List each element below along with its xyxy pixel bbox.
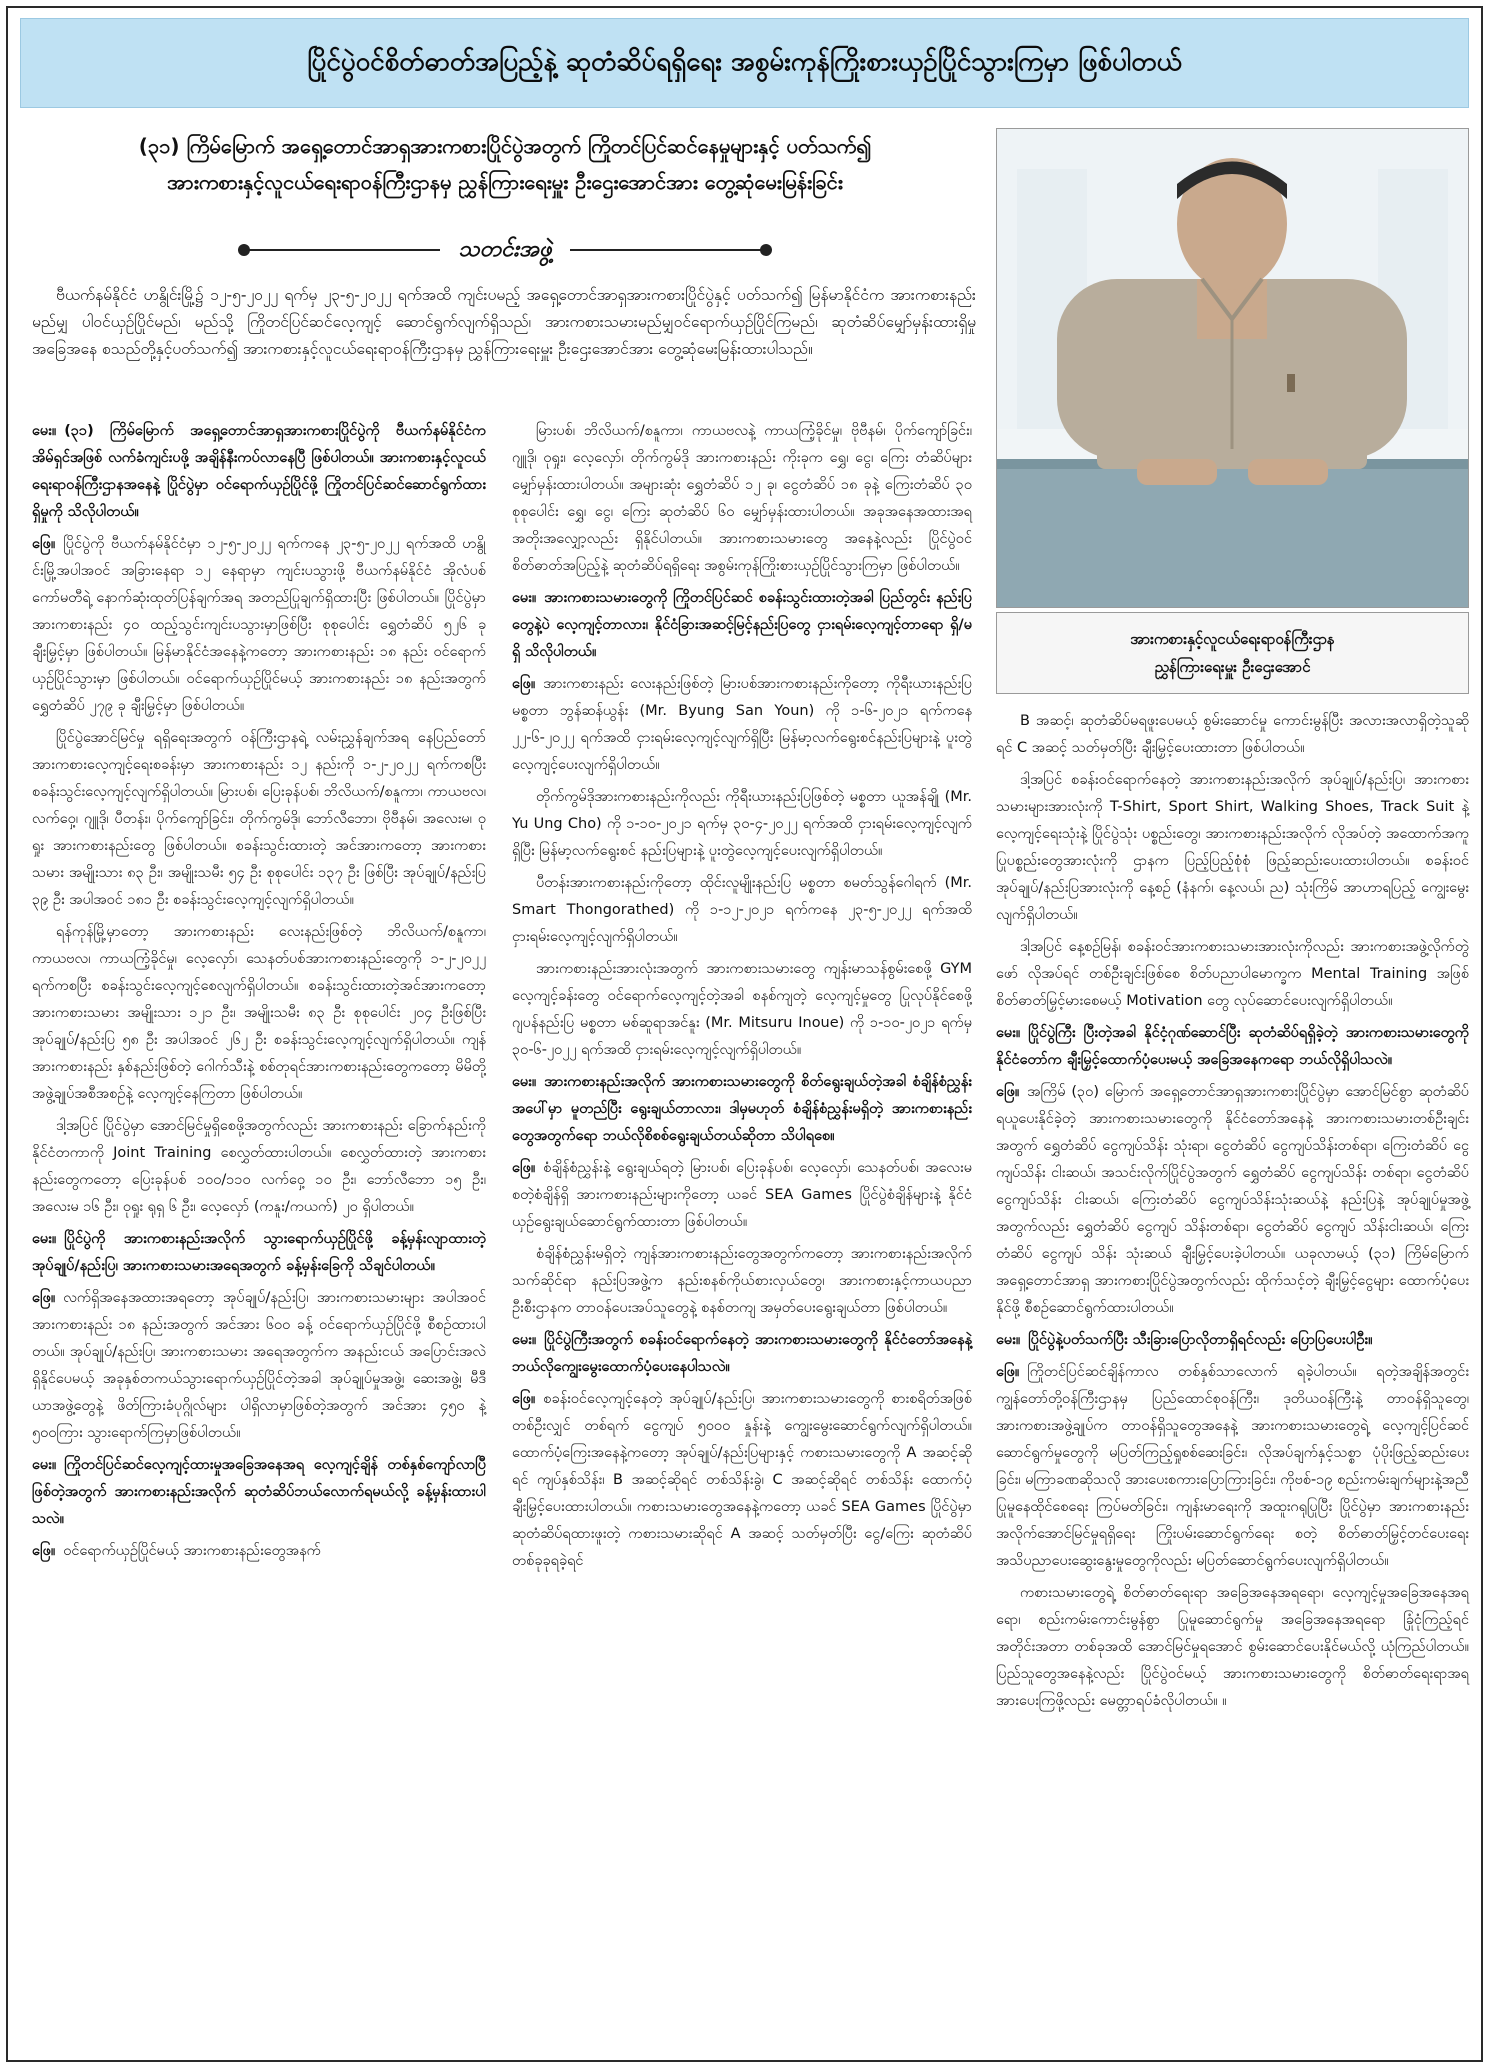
paragraph-text: ဒါ့အပြင် စခန်းဝင်ရောက်နေတဲ့ အားကစားနည်းအလိုက် အုပ်ချုပ်/နည်းပြ၊ အားကစားသမားများအားလုံးကို T-Shirt, Sport Shirt, Walking Shoes, Track Suit နဲ့ လေ့ကျင့်ရေးသုံးနဲ့ ပြိုင်ပွဲသုံး ပစ္စည်းတွေ၊ အားကစားနည်းအလိုက် လိုအပ်တဲ့ အထောက်အကူပြုပစ္စည်းတွေအားလုံးကို ဌာနက ပြည့်ပြည့်စုံစုံ ဖြည့်ဆည်းပေးထားပါတယ်။ စခန်းဝင် အုပ်ချုပ်/နည်းပြအားလုံးကို နေ့စဉ် (နံနက်၊ နေ့လယ်၊ ည) သုံးကြိမ် အာဟာရပြည့် ကျွေးမွေးလျက်ရှိပါတယ်။	[996, 772, 1469, 923]
headline: ပြိုင်ပွဲဝင်စိတ်ဓာတ်အပြည့်နဲ့ ဆုတံဆိပ်ရရှိရေး အစွမ်းကုန်ကြိုးစားယှဉ်ပြိုင်သွားကြမှာ ဖြစ်ပါတယ်	[307, 46, 1182, 77]
question-paragraph	[996, 1327, 1469, 1354]
column-3	[996, 708, 1469, 1720]
question-paragraph	[32, 418, 486, 526]
interviewee-photo	[996, 128, 1469, 608]
paragraph-text: ကြိုတင်ပြင်ဆင်လေ့ကျင့်ထားမှုအခြေအနေအရ လေ့ကျင့်ချိန် တစ်နှစ်ကျော်လာပြီဖြစ်တဲ့အတွက် အားကစားနည်းအလိုက် ဆုတံဆိပ်ဘယ်လောက်ရမယ်လို့ ခန့်မှန်းထားပါသလဲ။	[32, 1457, 486, 1527]
answer-paragraph	[996, 1359, 1469, 1575]
body-paragraph	[32, 919, 486, 1108]
answer-label: ဖြေ။	[32, 1543, 56, 1559]
body-paragraph	[512, 956, 972, 1064]
deck-line-1: (၃၁) ကြိမ်မြောက် အရှေ့တောင်အာရှအားကစားပြိုင်ပွဲအတွက် ကြိုတင်ပြင်ဆင်နေမှုများနှင့် ပတ်သက်၍	[138, 134, 872, 158]
paragraph-text: ပြိုင်ပွဲအောင်မြင်မှု ရရှိရေးအတွက် ဝန်ကြီးဌာနရဲ့ လမ်းညွှန်ချက်အရ နေပြည်တော်အားကစားလေ့ကျင့်ရေးစခန်းမှာ အားကစားနည်း ၁၂ နည်းကို ၁-၂-၂၀၂၂ ရက်ကစပြီး စခန်းသွင်းလေ့ကျင့်လျက်ရှိပါတယ်။ မြားပစ်၊ ပြေးခုန်ပစ်၊ ဘိလိယက်/စနူကာ၊ ကာယဗလ၊ လက်ဝှေ့၊ ဂျူဒို၊ ပီတန်း၊ ပိုက်ကျော်ခြင်း၊ တိုက်ကွမ်ဒို၊ ဘော်လီဘော၊ ဗိုဗီနမ်၊ အလေးမ၊ ဝုရှုး အားကစားနည်းတွေ ဖြစ်ပါတယ်။ စခန်းသွင်းထားတဲ့ အင်အားကတော့ အားကစားသမား အမျိုးသား ၈၃ ဦး၊ အမျိုးသမီး ၅၄ ဦး စုစုပေါင်း ၁၃၇ ဦး ဖြစ်ပြီး အုပ်ချုပ်/နည်းပြ ၃၉ ဦး အပါအဝင် ၁၈၁ ဦး စခန်းသွင်းလေ့ကျင့်လျက်ရှိပါတယ်။	[32, 730, 486, 908]
paragraph-text: အားကစားနည်းအားလုံးအတွက် အားကစားသမားတွေ ကျန်းမာသန်စွမ်းစေဖို့ GYM လေ့ကျင့်ခန်းတွေ ဝင်ရောက်လေ့ကျင့်တဲ့အခါ စနစ်ကျတဲ့ လေ့ကျင့်မှုတွေ ပြုလုပ်နိုင်စေဖို့ ဂျပန်နည်းပြ မစ္စတာ မစ်ဆူရာအင်နူး (Mr. Mitsuru Inoue) ကို ၁-၁၀-၂၀၂၁ ရက်မှ ၃၀-၆-၂၀၂၂ ရက်အထိ ငှားရမ်းလေ့ကျင့်လျက်ရှိပါတယ်။	[512, 961, 972, 1058]
paragraph-text: ဝင်ရောက်ယှဉ်ပြိုင်မယ့် အားကစားနည်းတွေအနက်	[63, 1543, 321, 1559]
answer-paragraph	[512, 671, 972, 779]
question-label: မေး။	[32, 423, 57, 439]
byline-rule-right	[570, 249, 770, 251]
answer-label: ဖြေ။	[512, 1391, 536, 1407]
article-deck	[40, 128, 970, 200]
question-label: မေး။	[32, 1457, 57, 1473]
body-paragraph	[996, 708, 1469, 762]
answer-paragraph	[32, 531, 486, 720]
paragraph-text: စံချိန်စံညွှန်းမရှိတဲ့ ကျန်အားကစားနည်းတွေအတွက်ကတော့ အားကစားနည်းအလိုက် သက်ဆိုင်ရာ နည်းပြအဖွဲ့က နည်းစနစ်ကိုယ်စားလှယ်တွေ၊ အားကစားနှင့်ကာယပညာဦးစီးဌာနက တာဝန်ပေးအပ်သူတွေနဲ့ စနစ်တကျ အမှတ်ပေးရွေးချယ်တာ ဖြစ်ပါတယ်။	[512, 1246, 972, 1316]
body-paragraph	[996, 1580, 1469, 1715]
question-paragraph	[996, 1020, 1469, 1074]
answer-label: ဖြေ။	[512, 1160, 536, 1176]
paragraph-text: ပြိုင်ပွဲကို ဗီယက်နမ်နိုင်ငံမှာ ၁၂-၅-၂၀၂၂ ရက်ကနေ ၂၃-၅-၂၀၂၂ ရက်အထိ ဟနွိုင်းမြို့အပါအဝင် အခြားနေရာ ၁၂ နေရာမှာ ကျင်းပသွားဖို့ ဗီယက်နမ်နိုင်ငံ အိုလံပစ်ကော်မတီရဲ့ နောက်ဆုံးထုတ်ပြန်ချက်အရ အတည်ပြုချက်ရှိထားပြီး ဖြစ်ပါတယ်။ ပြိုင်ပွဲမှာ အားကစားနည်း ၄၀ ထည့်သွင်းကျင်းပသွားမှာဖြစ်ပြီး စုစုပေါင်း ရွှေတံဆိပ် ၅၂၆ ခု ချီးမြှင့်မှာ ဖြစ်ပါတယ်။ မြန်မာနိုင်ငံအနေနဲ့ကတော့ အားကစားနည်း ၁၈ နည်း ဝင်ရောက်ယှဉ်ပြိုင်သွားမှာ ဖြစ်ပါတယ်။ ဝင်ရောက်ယှဉ်ပြိုင်မယ့် အားကစားနည်း ၁၈ နည်းအတွက် ရွှေတံဆိပ် ၂၇၉ ခု ချီးမြှင့်မှာ ဖြစ်ပါတယ်။	[32, 536, 486, 714]
answer-paragraph	[996, 1079, 1469, 1322]
paragraph-text: စံချိန်စံညွှန်းနဲ့ ရွေးချယ်ရတဲ့ မြားပစ်၊ ပြေးခုန်ပစ်၊ လေ့လှော်၊ သေနတ်ပစ်၊ အလေးမ စတဲ့စံချိန်ရှိ အားကစားနည်းများကိုတော့ ယခင် SEA Games ပြိုင်ပွဲစံချိန်များနဲ့ နိုင်ငံယှဉ်ရွေးချယ်ဆောင်ရွက်ထားတာ ဖြစ်ပါတယ်။	[512, 1160, 972, 1230]
answer-label: ဖြေ။	[996, 1364, 1020, 1380]
caption-line-2: ညွှန်ကြားရေးမှူး ဦးဌေးအောင်	[1154, 658, 1311, 676]
paragraph-text: ပြိုင်ပွဲကြီးအတွက် စခန်းဝင်ရောက်နေတဲ့ အားကစားသမားတွေကို နိုင်ငံတော်အနေနဲ့ ဘယ်လိုကျွေးမွေးထောက်ပံ့ပေးနေပါသလဲ။	[512, 1332, 972, 1375]
question-label: မေး။	[996, 1025, 1021, 1041]
answer-label: ဖြေ။	[32, 1290, 56, 1306]
paragraph-text: (၃၁) ကြိမ်မြောက် အရှေ့တောင်အာရှအားကစားပြိုင်ပွဲကို ဗီယက်နမ်နိုင်ငံက အိမ်ရှင်အဖြစ် လက်ခံကျင်းပဖို့ အချိန်နီးကပ်လာနေပြီ ဖြစ်ပါတယ်။ အားကစားနှင့်လူငယ်ရေးရာဝန်ကြီးဌာနအနေနဲ့ ပြိုင်ပွဲမှာ ဝင်ရောက်ယှဉ်ပြိုင်ဖို့ ကြိုတင်ပြင်ဆင်ဆောင်ရွက်ထားရှိမှုကို သိလိုပါတယ်။	[32, 423, 486, 520]
paragraph-text: တိုက်ကွမ်ဒိုအားကစားနည်းကိုလည်း ကိုရီးယားနည်းပြဖြစ်တဲ့ မစ္စတာ ယူအန်ချို (Mr. Yu Ung Cho) ကို ၁-၁၀-၂၀၂၁ ရက်မှ ၃၀-၄-၂၀၂၂ ရက်အထိ ငှားရမ်းလေ့ကျင့်လျက်ရှိပြီး မြန်မာ့လက်ရွေးစင် နည်းပြများနဲ့ ပူးတွဲလေ့ကျင့်ပေးလျက်ရှိပါတယ်။	[512, 789, 972, 859]
answer-paragraph	[32, 1285, 486, 1447]
answer-paragraph	[512, 1386, 972, 1575]
byline-block	[240, 228, 770, 272]
paragraph-text: ဒါ့အပြင် နေ့စဉ်မြန်၊ စခန်းဝင်အားကစားသမားအားလုံးကိုလည်း အားကစားအဖွဲ့လိုက်တွဲဖော် လိုအပ်ရင် တစ်ဦးချင်းဖြစ်စေ စိတ်ပညာပါမောက္ခက Mental Training အဖြစ် စိတ်ဓာတ်မြှင့်မားစေမယ့် Motivation တွေ လုပ်ဆောင်ပေးလျက်ရှိပါတယ်။	[996, 939, 1469, 1009]
body-paragraph	[512, 870, 972, 951]
answer-label: ဖြေ။	[32, 536, 56, 552]
answer-label: ဖြေ။	[996, 1084, 1020, 1100]
paragraph-text: ကြိုတင်ပြင်ဆင်ချိန်ကာလ တစ်နှစ်သာလောက် ရခဲ့ပါတယ်။ ရတဲ့အချိန်အတွင်း ကျွန်တော်တို့ဝန်ကြီးဌာနမှ ပြည်ထောင်စုဝန်ကြီး၊ ဒုတိယဝန်ကြီးနဲ့ တာဝန်ရှိသူတွေ၊ အားကစားအဖွဲ့ချုပ်က တာဝန်ရှိသူတွေအနေနဲ့ အားကစားသမားတွေရဲ့ လေ့ကျင့်ပြင်ဆင်ဆောင်ရွက်မှုတွေကို မပြတ်ကြည့်ရှုစစ်ဆေးခြင်း၊ လိုအပ်ချက်နှင့်သစ္စာ ပုံပိုးဖြည့်ဆည်းပေးခြင်း၊ မကြာခဏဆိုသလို အားပေးစကားပြောကြားခြင်း၊ ကိုဗစ်-၁၉ စည်းကမ်းချက်များနဲ့အညီ ပြုမူနေထိုင်စေရေး ကြပ်မတ်ခြင်း၊ ကျန်းမာရေးကို အထူးဂရုပြုပြီး ပြိုင်ပွဲမှာ အားကစားနည်းအလိုက်အောင်မြင်မှုရရှိရေး ကြိုးပမ်းဆောင်ရွက်ရေး စတဲ့ စိတ်ဓာတ်မြှင့်တင်ပေးရေး အသိပညာပေးဆွေးနွေးမှုတွေကိုလည်း မပြတ်ဆောင်ရွက်ပေးလျက်ရှိပါတယ်။	[996, 1364, 1469, 1569]
paragraph-text: ပြိုင်ပွဲကို အားကစားနည်းအလိုက် သွားရောက်ယှဉ်ပြိုင်ဖို့ ခန့်မှန်းလျာထားတဲ့ အုပ်ချုပ်/နည်းပြ၊ အားကစားသမားအရေအတွက် ခန့်မှန်းခြေကို သိချင်ပါတယ်။	[32, 1231, 486, 1274]
byline-rule-left	[240, 249, 440, 251]
paragraph-text: စခန်းဝင်လေ့ကျင့်နေတဲ့ အုပ်ချုပ်/နည်းပြ၊ အားကစားသမားတွေကို စားစရိတ်အဖြစ် တစ်ဦးလျှင် တစ်ရက် ငွေကျပ် ၅၀၀၀ နှုန်းနဲ့ ကျွေးမွေးဆောင်ရွက်လျက်ရှိပါတယ်။ ထောက်ပံ့ကြေးအနေနဲ့ကတော့ အုပ်ချုပ်/နည်းပြများနှင့် ကစားသမားတွေကို A အဆင့်ဆိုရင် ကျပ်နှစ်သိန်း၊ B အဆင့်ဆိုရင် တစ်သိန်းခွဲ၊ C အဆင့်ဆိုရင် တစ်သိန်း ထောက်ပံ့ချီးမြှင့်ပေးထားပါတယ်။ ကစားသမားတွေအနေနဲ့ကတော့ ယခင် SEA Games ပြိုင်ပွဲမှာ ဆုတံဆိပ်ရထားဖူးတဲ့ ကစားသမားဆိုရင် A အဆင့် သတ်မှတ်ပြီး ငွေ/ကြေး ဆုတံဆိပ် တစ်ခုခုရခဲ့ရင်	[512, 1391, 972, 1569]
paragraph-text: လက်ရှိအနေအထားအရတော့ အုပ်ချုပ်/နည်းပြ၊ အားကစားသမားများ အပါအဝင် အားကစားနည်း ၁၈ နည်းအတွက် အင်အား ၆၀၀ ခန့် ဝင်ရောက်ယှဉ်ပြိုင်ဖို့ စီစဉ်ထားပါတယ်။ အုပ်ချုပ်/နည်းပြ၊ အားကစားသမား အရေအတွက်က အနည်းငယ် အပြောင်းအလဲရှိနိုင်ပေမယ့် အခုနှစ်တကယ်သွားရောက်ယှဉ်ပြိုင်တဲ့အခါ အုပ်ချုပ်မှုအဖွဲ့၊ ဆေးအဖွဲ့၊ မီဒီယာအဖွဲ့တွေနဲ့ ဖိတ်ကြားခံပုဂ္ဂိုလ်များ ပါရှိလာမှာဖြစ်တဲ့အတွက် အင်အား ၄၅၀ နဲ့ ၅၀၀ကြား သွားရောက်ကြမှာဖြစ်ပါတယ်။	[32, 1290, 486, 1441]
intro-paragraph: ဗီယက်နမ်နိုင်ငံ ဟနွိုင်းမြို့၌ ၁၂-၅-၂၀၂၂ ရက်မှ ၂၃-၅-၂၀၂၂ ရက်အထိ ကျင်းပမည့် အရှေ့တောင်အာရှအားကစားပြိုင်ပွဲနှင့် ပတ်သက်၍ မြန်မာနိုင်ငံက အားကစားနည်းမည်မျှ ပါဝင်ယှဉ်ပြိုင်မည်၊ မည်သို့ ကြိုတင်ပြင်ဆင်လေ့ကျင့် ဆောင်ရွက်လျက်ရှိသည်၊ အားကစားသမားမည်မျှဝင်ရောက်ယှဉ်ပြိုင်ကြမည်၊ ဆုတံဆိပ်မျှော်မှန်းထားရှိမှုအခြေအနေ စသည်တို့နှင့်ပတ်သက်၍ အားကစားနှင့်လူငယ်ရေးရာဝန်ကြီးဌာနမှ ညွှန်ကြားရေးမှူး ဦးဌေးအောင်အား တွေ့ဆုံမေးမြန်းထားပါသည်။	[32, 286, 976, 358]
paragraph-text: ကစားသမားတွေရဲ့ စိတ်ဓာတ်ရေးရာ အခြေအနေအရရော၊ လေ့ကျင့်မှုအခြေအနေအရရော၊ စည်းကမ်းကောင်းမွန်စွာ ပြုမူဆောင်ရွက်မှု အခြေအနေအရရော ခြုံငုံကြည့်ရင် အတိုင်းအတာ တစ်ခုအထိ အောင်မြင်မှုရအောင် စွမ်းဆောင်ပေးနိုင်မယ်လို့ ယုံကြည်ပါတယ်။ ပြည်သူတွေအနေနဲ့လည်း ပြိုင်ပွဲဝင်မယ့် အားကစားသမားတွေကို စိတ်ဓာတ်ရေးရာအရ အားပေးကြဖို့လည်း မေတ္တာရပ်ခံလိုပါတယ်။ ။	[996, 1585, 1469, 1709]
paragraph-text: ရန်ကုန်မြို့မှာတော့ အားကစားနည်း လေးနည်းဖြစ်တဲ့ ဘိလိယက်/စနူကာ၊ ကာယဗလ၊ ကာယကြံ့ခိုင်မှု၊ လေ့လှော်၊ သေနတ်ပစ်အားကစားနည်းတွေကို ၁-၂-၂၀၂၂ ရက်ကစပြီး စခန်းသွင်းလေ့ကျင့်စေလျက်ရှိပါတယ်။ စခန်းသွင်းထားတဲ့အင်အားကတော့ အားကစားသမား အမျိုးသား ၁၂၁ ဦး၊ အမျိုးသမီး ၈၃ ဦး စုစုပေါင်း ၂၀၄ ဦးဖြစ်ပြီး အုပ်ချုပ်/နည်းပြ ၅၈ ဦး အပါအဝင် ၂၆၂ ဦး စခန်းသွင်းလေ့ကျင့်လျက်ရှိပါတယ်။ ကျန်အားကစားနည်း နှစ်နည်းဖြစ်တဲ့ ဂေါက်သီးနဲ့ စစ်တုရင်အားကစားနည်းတွေကတော့ မိမိတို့အဖွဲ့ချုပ်အစီအစဉ်နဲ့ လေ့ကျင့်နေကြတာ ဖြစ်ပါတယ်။	[32, 924, 486, 1102]
body-paragraph	[512, 418, 972, 580]
body-paragraph	[996, 767, 1469, 929]
paragraph-text: အားကစားနည်းအလိုက် အားကစားသမားတွေကို စိတ်ရွေးချယ်တဲ့အခါ စံချိန်စံညွှန်းအပေါ်မှာ မူတည်ပြီး ရွေးချယ်တာလား၊ ဒါမှမဟုတ် စံချိန်စံညွှန်းမရှိတဲ့ အားကစားနည်းတွေအတွက်ရော ဘယ်လိုစိစစ်ရွေးချယ်တယ်ဆိုတာ သိပါရစေ။	[512, 1074, 972, 1144]
body-paragraph	[512, 1241, 972, 1322]
photo-caption	[996, 612, 1469, 694]
question-label: မေး။	[996, 1332, 1021, 1348]
body-paragraph	[512, 784, 972, 865]
question-label: မေး။	[512, 590, 537, 606]
question-label: မေး။	[512, 1332, 537, 1348]
question-label: မေး။	[512, 1074, 537, 1090]
byline: သတင်းအဖွဲ့	[458, 236, 552, 262]
paragraph-text: အားကစားသမားတွေကို ကြိုတင်ပြင်ဆင် စခန်းသွင်းထားတဲ့အခါ ပြည်တွင်း နည်းပြတွေနဲ့ပဲ လေ့ကျင့်တာလား၊ နိုင်ငံခြားအဆင့်မြင့်နည်းပြတွေ ငှားရမ်းလေ့ကျင့်တာရော ရှိ/မရှိ သိလိုပါတယ်။	[512, 590, 972, 660]
question-paragraph	[512, 1069, 972, 1150]
headline-banner	[20, 18, 1469, 108]
body-paragraph	[996, 934, 1469, 1015]
question-paragraph	[512, 1327, 972, 1381]
article-intro	[32, 282, 976, 369]
question-label: မေး။	[32, 1231, 57, 1247]
paragraph-text: ဒါ့အပြင် ပြိုင်ပွဲမှာ အောင်မြင်မှုရှိစေဖို့အတွက်လည်း အားကစားနည်း ခြောက်နည်းကို နိုင်ငံတကာကို Joint Training စေလွှတ်ထားပါတယ်။ စေလွှတ်ထားတဲ့ အားကစားနည်းတွေကတော့ ပြေးခုန်ပစ် ၁၀၀/၁၁၀ လက်ဝှေ့ ၁၀ ဦး၊ ဘော်လီဘော ၁၅ ဦး၊ အလေးမ ၁၆ ဦး၊ ဝုရှုး ရုရှ ၆ ဦး၊ လေ့လှော် (ကနူး/ကယက်) ၂၀ ရှိပါတယ်။	[32, 1118, 486, 1215]
paragraph-text: ပီတန်းအားကစားနည်းကိုတော့ ထိုင်းလူမျိုးနည်းပြ မစ္စတာ စမတ်သွန်ဂေါရက် (Mr. Smart Thongorathed) ကို ၁-၁၂-၂၀၂၁ ရက်ကနေ ၂၃-၅-၂၀၂၂ ရက်အထိ ငှားရမ်းလေ့ကျင့်လျက်ရှိပါတယ်။	[512, 875, 972, 945]
paragraph-text: B အဆင့်၊ ဆုတံဆိပ်မရဖူးပေမယ့် စွမ်းဆောင်မှု ကောင်းမွန်ပြီး အလားအလာရှိတဲ့သူဆိုရင် C အဆင့် သတ်မှတ်ပြီး ချီးမြှင့်ပေးထားတာ ဖြစ်ပါတယ်။	[996, 713, 1469, 756]
portrait-illustration	[997, 129, 1468, 607]
answer-paragraph	[512, 1155, 972, 1236]
body-paragraph	[32, 725, 486, 914]
column-1	[32, 418, 486, 1570]
paragraph-text: ပြိုင်ပွဲနဲ့ပတ်သက်ပြီး သီးခြားပြောလိုတာရှိရင်လည်း ပြောပြပေးပါဦး။	[1028, 1332, 1373, 1348]
answer-label: ဖြေ။	[512, 676, 536, 692]
paragraph-text: ပြိုင်ပွဲကြီး ပြီးတဲ့အခါ နိုင်ငံ့ဂုဏ်ဆောင်ပြီး ဆုတံဆိပ်ရရှိခဲ့တဲ့ အားကစားသမားတွေကို နိုင်ငံတော်က ချီးမြှင့်ထောက်ပံ့ပေးမယ့် အခြေအနေကရော ဘယ်လိုရှိပါသလဲ။	[996, 1025, 1469, 1068]
caption-line-1: အားကစားနှင့်လူငယ်ရေးရာဝန်ကြီးဌာန	[1130, 630, 1335, 648]
question-paragraph	[512, 585, 972, 666]
paragraph-text: အကြိမ် (၃၀) မြောက် အရှေ့တောင်အာရှအားကစားပြိုင်ပွဲမှာ အောင်မြင်စွာ ဆုတံဆိပ်ရယူပေးနိုင်ခဲ့တဲ့ အားကစားသမားတွေကို နိုင်ငံတော်အနေနဲ့ အားကစားသမားတစ်ဦးချင်းအတွက် ရွှေတံဆိပ် ငွေကျပ်သိန်း သုံးရာ၊ ငွေတံဆိပ် ငွေကျပ်သိန်းတစ်ရာ၊ ကြေးတံဆိပ် ငွေကျပ်သိန်း ငါးဆယ်၊ အသင်းလိုက်ပြိုင်ပွဲအတွက် ရွှေတံဆိပ် ငွေကျပ်သိန်း တစ်ရာ၊ ငွေတံဆိပ် ငွေကျပ်သိန်း ငါးဆယ်၊ ကြေးတံဆိပ် ငွေကျပ်သိန်းသုံးဆယ်နဲ့ နည်းပြနဲ့ အုပ်ချုပ်မှုအဖွဲ့အတွက်လည်း ရွှေတံဆိပ် ငွေကျပ် သိန်းတစ်ရာ၊ ငွေတံဆိပ် ငွေကျပ် သိန်းငါးဆယ်၊ ကြေးတံဆိပ် ငွေကျပ် သိန်း သုံးဆယ် ချီးမြှင့်ပေးခဲ့ပါတယ်။ ယခုလာမယ့် (၃၁) ကြိမ်မြောက် အရှေ့တောင်အာရှ အားကစားပြိုင်ပွဲအတွက်လည်း ထိုက်သင့်တဲ့ ချီးမြှင့်ငွေများ ထောက်ပံ့ပေးနိုင်ဖို့ စီစဉ်ဆောင်ရွက်ထားပါတယ်။	[996, 1084, 1469, 1316]
question-paragraph	[32, 1226, 486, 1280]
deck-line-2: အားကစားနှင့်လူငယ်ရေးရာဝန်ကြီးဌာနမှ ညွှန်ကြားရေးမှူး ဦးဌေးအောင်အား တွေ့ဆုံမေးမြန်းခြင်း	[167, 170, 843, 194]
paragraph-text: မြားပစ်၊ ဘိလိယက်/စနူကာ၊ ကာယဗလနဲ့ ကာယကြံ့ခိုင်မှု၊ ဗိုဗီနမ်၊ ပိုက်ကျော်ခြင်း၊ ဂျူဒို၊ ဝုရှုး၊ လေ့လှော်၊ တိုက်ကွမ်ဒို အားကစားနည်း ကိုးခုက ရွှေ၊ ငွေ၊ ကြေး တံဆိပ်များ မျှော်မှန်းထားပါတယ်။ အများဆုံး ရွှေတံဆိပ် ၁၂ ခု၊ ငွေတံဆိပ် ၁၈ ခုနဲ့ ကြေးတံဆိပ် ၃၀ စုစုပေါင်း ရွှေ၊ ငွေ၊ ကြေး ဆုတံဆိပ် ၆၀ မျှော်မှန်းထားပါတယ်။ အခုအနေအထားအရ အတိုးအလျှော့လည်း ရှိနိုင်ပါတယ်။ အားကစားသမားတွေ အနေနဲ့လည်း ပြိုင်ပွဲဝင်စိတ်ဓာတ်အပြည့်နဲ့ ဆုတံဆိပ်ရရှိရေး အစွမ်းကုန်ကြိုးစားယှဉ်ပြိုင်သွားကြမှာ ဖြစ်ပါတယ်။	[512, 423, 972, 574]
question-paragraph	[32, 1452, 486, 1533]
body-paragraph	[32, 1113, 486, 1221]
paragraph-text: အားကစားနည်း လေးနည်းဖြစ်တဲ့ မြားပစ်အားကစားနည်းကိုတော့ ကိုရီးယားနည်းပြ မစ္စတာ ဘွန်ဆန်ယွန်း (Mr. Byung San Youn) ကို ၁-၆-၂၀၂၁ ရက်ကနေ ၂၂-၆-၂၀၂၂ ရက်အထိ ငှားရမ်းလေ့ကျင့်လျက်ရှိပြီး မြန်မာ့လက်ရွေးစင်နည်းပြများနဲ့ ပူးတွဲလေ့ကျင့်ပေးလျက်ရှိပါတယ်။	[512, 676, 972, 773]
column-2	[512, 418, 972, 1580]
answer-paragraph	[32, 1538, 486, 1565]
